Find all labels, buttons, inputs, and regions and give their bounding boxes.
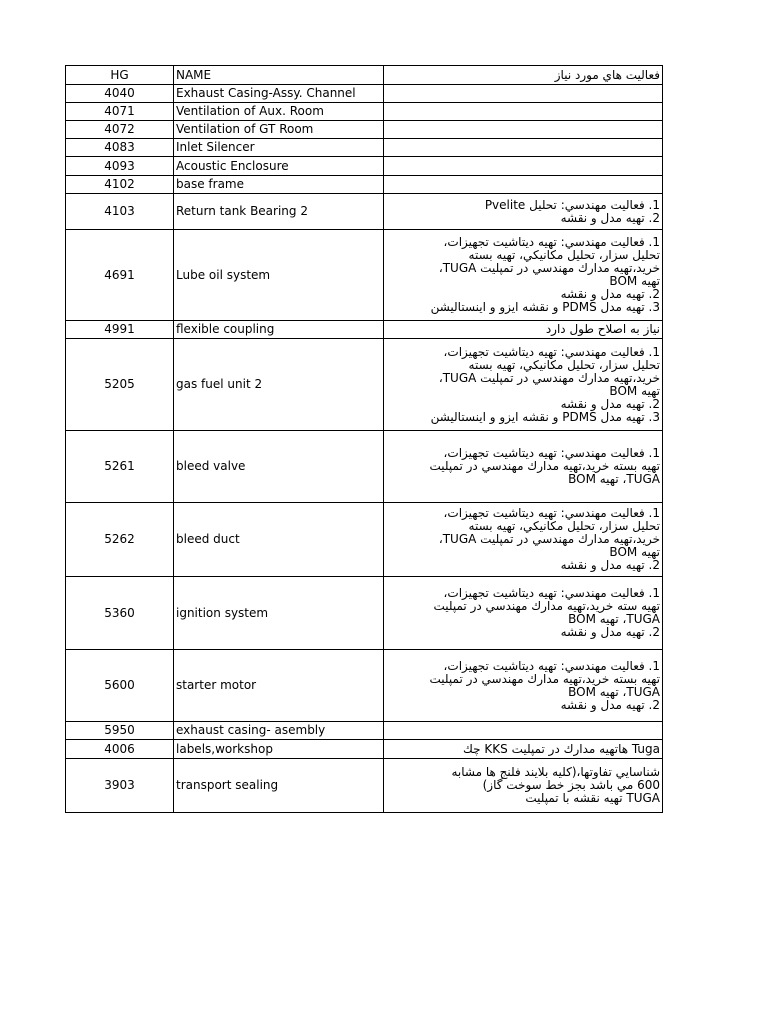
activities-cell (384, 650, 663, 722)
header-row (66, 66, 663, 85)
table-row (66, 121, 663, 139)
activity-line: تهيه بسته خريد،تهيه مدارك مهندسي در تمپليت (429, 459, 660, 473)
activity-line: 1. فعاليت مهندسي: تهيه ديتاشيت تجهيزات، (443, 658, 660, 673)
activities-cell (384, 431, 663, 503)
activity-line: 2. تهيه مدل و نقشه (560, 396, 660, 411)
table-row (66, 321, 663, 339)
activities-cell (384, 157, 663, 176)
activities-cell (384, 740, 663, 759)
activity-line: تهيه سته خريد،تهيه مدارك مهندسي در تمپليت (433, 599, 660, 613)
name-cell: Acoustic Enclosure (174, 157, 384, 176)
name-cell: bleed duct (174, 503, 384, 577)
table-row (66, 230, 663, 321)
activities-cell (384, 321, 663, 339)
hg-cell: 4691 (66, 230, 174, 321)
name-cell: labels,workshop (174, 740, 384, 759)
table-row (66, 157, 663, 176)
activity-line: 1. فعاليت مهندسي: تهيه ديتاشيت تجهيزات، (443, 235, 660, 249)
hg-cell: 4040 (66, 85, 174, 103)
name-cell: base frame (174, 176, 384, 194)
activity-line: تهيه BOM (609, 274, 660, 288)
header-activities: فعاليت هاي مورد نياز (384, 66, 663, 85)
activity-line: 1. فعاليت مهندسي: تهيه ديتاشيت تجهيزات، (443, 586, 660, 600)
activities-cell (384, 103, 663, 121)
activity-line: شناسايي تفاوتها،(كليه بلايند فلنج ها مشابه (451, 765, 660, 779)
table-row (66, 650, 663, 722)
name-cell: flexible coupling (174, 321, 384, 339)
table-row (66, 577, 663, 650)
hg-cell: 4991 (66, 321, 174, 339)
table-row (66, 103, 663, 121)
activity-line: TUGA، تهيه BOM (568, 472, 660, 486)
hg-cell: 4006 (66, 740, 174, 759)
name-cell: starter motor (174, 650, 384, 722)
name-cell: Lube oil system (174, 230, 384, 321)
name-cell: Ventilation of GT Room (174, 121, 384, 139)
table-row (66, 339, 663, 431)
activities-table (65, 65, 663, 813)
header-name: NAME (174, 66, 384, 85)
name-cell: Exhaust Casing-Assy. Channel (174, 85, 384, 103)
activity-line: TUGA، تهيه BOM (568, 684, 660, 699)
activity-line: تهيه BOM (609, 383, 660, 398)
activity-line: نياز به اصلاح طول دارد (545, 322, 660, 336)
activities-cell (384, 176, 663, 194)
activity-line: 2. تهيه مدل و نقشه (560, 697, 660, 712)
hg-cell: 4102 (66, 176, 174, 194)
hg-cell: 4083 (66, 139, 174, 157)
table-body (66, 66, 663, 813)
activity-line: 2. تهيه مدل و نقشه (560, 558, 660, 572)
activity-line: خريد،تهيه مدارك مهندسي در تمپليت TUGA، (438, 261, 660, 275)
hg-cell: 5950 (66, 722, 174, 740)
activities-cell (384, 139, 663, 157)
hg-cell: 5600 (66, 650, 174, 722)
activities-cell (384, 230, 663, 321)
activity-line: TUGA، تهيه BOM (568, 612, 660, 626)
name-cell: transport sealing (174, 759, 384, 813)
activity-line: 600 مي باشد بجز خط سوخت گاز) (482, 778, 660, 792)
table-row (66, 431, 663, 503)
name-cell: Return tank Bearing 2 (174, 194, 384, 230)
activity-line: 1. فعاليت مهندسي: تهيه ديتاشيت تجهيزات، (443, 506, 660, 520)
activity-line: 2. تهيه مدل و نقشه (560, 210, 660, 225)
activity-line: تهيه BOM (609, 545, 660, 559)
name-cell: gas fuel unit 2 (174, 339, 384, 431)
activity-line: 2. تهيه مدل و نقشه (560, 287, 660, 301)
name-cell: Ventilation of Aux. Room (174, 103, 384, 121)
activity-line: Tuga هاتهيه مدارك در تمپليت KKS چك (463, 741, 660, 756)
activities-cell (384, 722, 663, 740)
activities-cell (384, 121, 663, 139)
table-row (66, 176, 663, 194)
activities-cell (384, 194, 663, 230)
hg-cell: 5205 (66, 339, 174, 431)
activity-line: TUGA تهيه نقشه با تمپليت (525, 791, 660, 805)
activities-cell (384, 503, 663, 577)
activities-cell (384, 577, 663, 650)
hg-cell: 5262 (66, 503, 174, 577)
table-row (66, 503, 663, 577)
table-row (66, 759, 663, 813)
hg-cell: 4103 (66, 194, 174, 230)
hg-cell: 5360 (66, 577, 174, 650)
activity-line: 1. فعاليت مهندسي: تهيه ديتاشيت تجهيزات، (443, 446, 660, 460)
table-row (66, 194, 663, 230)
hg-cell: 4072 (66, 121, 174, 139)
hg-cell: 3903 (66, 759, 174, 813)
name-cell: exhaust casing- asembly (174, 722, 384, 740)
activities-cell (384, 85, 663, 103)
activity-line: 1. فعاليت مهندسي: تهيه ديتاشيت تجهيزات، (443, 344, 660, 359)
activity-line: خريد،تهيه مدارك مهندسي در تمپليت TUGA، (438, 370, 660, 385)
table-row (66, 85, 663, 103)
table-row (66, 740, 663, 759)
name-cell: Inlet Silencer (174, 139, 384, 157)
activity-line: 3. تهيه مدل PDMS و نقشه ايزو و اينستاليشن (430, 409, 660, 424)
table-row (66, 722, 663, 740)
activity-line: خريد،تهيه مدارك مهندسي در تمپليت TUGA، (438, 532, 660, 546)
activity-line: 3. تهيه مدل PDMS و نقشه ايزو و اينستاليشن (430, 300, 660, 314)
activity-line: تحليل سزار، تحليل مكانيكي، تهيه بسته (468, 248, 660, 262)
header-hg: HG (66, 66, 174, 85)
activity-line: 2. تهيه مدل و نقشه (560, 625, 660, 639)
hg-cell: 4093 (66, 157, 174, 176)
table-row (66, 139, 663, 157)
hg-cell: 5261 (66, 431, 174, 503)
activity-line: تحليل سزار، تحليل مكانيكي، تهيه بسته (468, 357, 660, 372)
name-cell: ignition system (174, 577, 384, 650)
activities-cell (384, 339, 663, 431)
activity-line: 1. فعاليت مهندسي: تحليل Pvelite (484, 197, 660, 212)
activities-cell (384, 759, 663, 813)
activity-line: تهيه بسته خريد،تهيه مدارك مهندسي در تمپليت (429, 671, 660, 686)
name-cell: bleed valve (174, 431, 384, 503)
hg-cell: 4071 (66, 103, 174, 121)
activity-line: تحليل سزار، تحليل مكانيكي، تهيه بسته (468, 519, 660, 533)
